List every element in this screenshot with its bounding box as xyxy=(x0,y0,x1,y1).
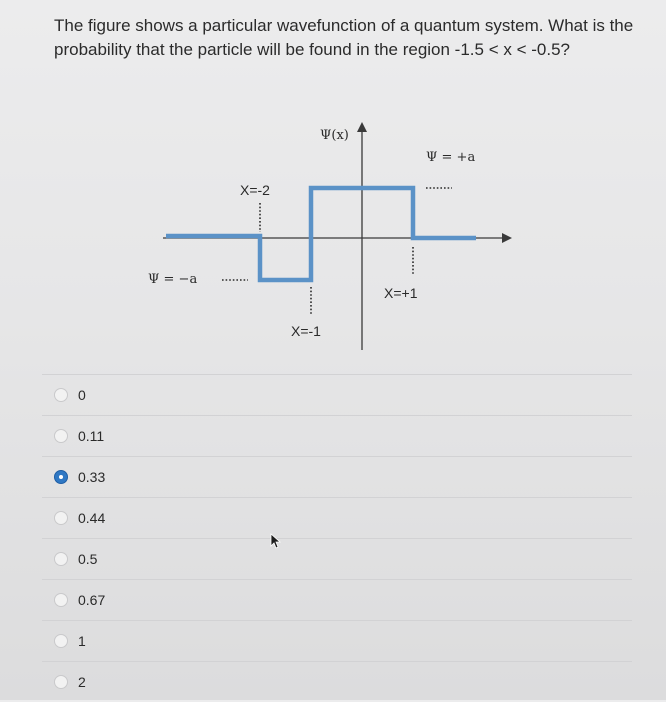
option-0[interactable] xyxy=(42,374,632,415)
radio-button[interactable] xyxy=(54,388,68,402)
psi-axis-label: Ψ(x) xyxy=(320,128,349,143)
radio-button[interactable] xyxy=(54,634,68,648)
option-1[interactable] xyxy=(42,620,632,661)
x-plus1-label: X=+1 xyxy=(384,285,418,301)
radio-button[interactable] xyxy=(54,552,68,566)
radio-button-selected[interactable] xyxy=(54,470,68,484)
plus-a-label: Ψ = +a xyxy=(426,150,476,165)
question-text: The figure shows a particular wavefunction of a quantum system. What is the probability that the particle will be found in the region -1.5 < x < -0.5? xyxy=(54,16,634,59)
radio-button[interactable] xyxy=(54,675,68,689)
option-label: 1 xyxy=(78,633,86,649)
x-minus2-label: X=-2 xyxy=(240,182,270,198)
radio-button[interactable] xyxy=(54,511,68,525)
wavefunction-plot xyxy=(8,0,658,370)
option-label: 0.44 xyxy=(78,510,106,526)
minus-a-label: Ψ = −a xyxy=(148,272,198,287)
option-0-44[interactable] xyxy=(42,497,632,538)
quiz-page xyxy=(8,0,658,700)
option-label: 0.11 xyxy=(78,428,105,444)
x-minus1-label: X=-1 xyxy=(291,323,321,339)
option-0-5[interactable] xyxy=(42,538,632,579)
radio-button[interactable] xyxy=(54,429,68,443)
option-label: 0 xyxy=(78,387,86,403)
option-label: 0.5 xyxy=(78,551,98,567)
wavefunction-line xyxy=(166,188,476,280)
y-axis-arrow-icon xyxy=(357,122,367,132)
option-label: 0.67 xyxy=(78,592,106,608)
mouse-pointer-icon xyxy=(270,533,282,549)
option-0-33[interactable] xyxy=(42,456,632,497)
option-label: 0.33 xyxy=(78,469,106,485)
option-0-67[interactable] xyxy=(42,579,632,620)
x-axis-arrow-icon xyxy=(502,233,512,243)
option-0-11[interactable] xyxy=(42,415,632,456)
option-2[interactable] xyxy=(42,661,632,702)
radio-button[interactable] xyxy=(54,593,68,607)
option-label: 2 xyxy=(78,674,86,690)
wavefunction-figure xyxy=(8,0,658,370)
